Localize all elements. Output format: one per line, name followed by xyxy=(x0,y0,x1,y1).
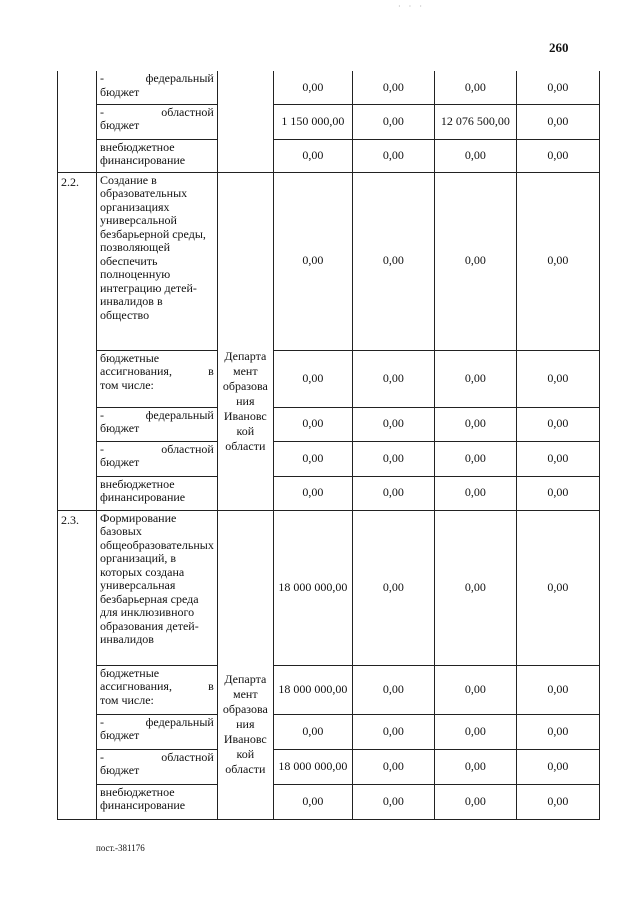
value-cell-4: 0,00 xyxy=(516,104,599,139)
value-cell-4: 0,00 xyxy=(516,510,599,665)
value-cell-1: 18 000 000,00 xyxy=(273,749,352,784)
table-row xyxy=(58,476,600,510)
row-label-word: областной xyxy=(161,749,214,764)
table-row xyxy=(58,350,600,407)
value-cell-4: 0,00 xyxy=(516,172,599,350)
value-cell-3: 0,00 xyxy=(434,476,516,510)
table-row xyxy=(58,665,600,714)
row-label-line1 xyxy=(100,443,214,457)
row-label-word: ассигнования, xyxy=(100,679,172,693)
value-cell-1: 0,00 xyxy=(273,350,352,407)
table-row xyxy=(58,71,600,104)
value-cell-1: 0,00 xyxy=(273,172,352,350)
value-cell-2: 0,00 xyxy=(352,104,434,139)
value-cell-3: 0,00 xyxy=(434,714,516,749)
budget-table-body xyxy=(58,71,600,819)
value-cell-1: 18 000 000,00 xyxy=(273,665,352,714)
value-cell-3: 0,00 xyxy=(434,407,516,441)
responsible-org xyxy=(217,71,273,172)
table-row xyxy=(58,139,600,172)
row-label-word: областной xyxy=(161,441,214,456)
value-cell-1: 18 000 000,00 xyxy=(273,510,352,665)
value-cell-1: 0,00 xyxy=(273,71,352,104)
value-cell-3: 0,00 xyxy=(434,441,516,476)
row-label-line1 xyxy=(100,409,214,423)
value-cell-2: 0,00 xyxy=(352,407,434,441)
value-cell-1: 0,00 xyxy=(273,139,352,172)
footer-code: пост.-381176 xyxy=(96,843,145,853)
item-title: Формирование базовых общеобразовательных организаций, в которых создана универсальная безбарьерная среда для инклюзивного образования детей-инвалидов xyxy=(97,510,218,665)
row-label xyxy=(97,407,218,441)
row-label xyxy=(97,104,218,139)
row-label-line3: бюджет xyxy=(100,118,140,132)
responsible-org: Департа мент образова ния Ивановс кой области xyxy=(217,510,273,819)
row-label-text: внебюджетное финансирование xyxy=(100,784,186,812)
value-cell-2: 0,00 xyxy=(352,784,434,819)
row-label-prefix: - xyxy=(100,71,104,85)
row-label xyxy=(97,749,218,784)
value-cell-2: 0,00 xyxy=(352,665,434,714)
row-label xyxy=(97,665,218,714)
value-cell-2: 0,00 xyxy=(352,71,434,104)
row-label-line3: том числе: xyxy=(100,692,154,707)
row-label-line1 xyxy=(100,716,214,730)
item-number: 2.2. xyxy=(58,172,97,510)
row-label xyxy=(97,71,218,104)
value-cell-4: 0,00 xyxy=(516,714,599,749)
value-cell-2: 0,00 xyxy=(352,510,434,665)
table-row xyxy=(58,441,600,476)
value-cell-4: 0,00 xyxy=(516,665,599,714)
value-cell-4: 0,00 xyxy=(516,784,599,819)
table-row xyxy=(58,784,600,819)
row-label xyxy=(97,441,218,476)
item-title: Создание в образовательных организациях универсальной безбарьерной среды, позволяющей обеспечить полноценную интеграцию детей-инвалидов в общество xyxy=(97,172,218,350)
row-label-word: ассигнования, xyxy=(100,364,172,378)
value-cell-1: 0,00 xyxy=(273,476,352,510)
row-label-line3: бюджет xyxy=(100,728,140,742)
responsible-org: Департа мент образова ния Ивановс кой области xyxy=(217,172,273,510)
row-label-line1: бюджетные xyxy=(100,665,160,680)
value-cell-1: 1 150 000,00 xyxy=(273,104,352,139)
value-cell-2: 0,00 xyxy=(352,350,434,407)
value-cell-4: 0,00 xyxy=(516,407,599,441)
row-label-line3: бюджет xyxy=(100,455,140,469)
row-label-word: федеральный xyxy=(145,714,214,729)
budget-table xyxy=(57,71,600,820)
row-label-prefix: - xyxy=(100,749,104,764)
value-cell-3: 12 076 500,00 xyxy=(434,104,516,139)
value-cell-3: 0,00 xyxy=(434,749,516,784)
value-cell-1: 0,00 xyxy=(273,441,352,476)
row-label-word: в xyxy=(208,679,214,693)
row-label-word: федеральный xyxy=(145,71,214,85)
page-number: 260 xyxy=(549,40,569,55)
row-label-prefix: - xyxy=(100,441,104,456)
row-label xyxy=(97,350,218,407)
value-cell-4: 0,00 xyxy=(516,71,599,104)
value-cell-4: 0,00 xyxy=(516,476,599,510)
scan-mark: · · · xyxy=(398,2,425,11)
value-cell-4: 0,00 xyxy=(516,441,599,476)
row-label-prefix: - xyxy=(100,407,104,422)
value-cell-1: 0,00 xyxy=(273,407,352,441)
value-cell-3: 0,00 xyxy=(434,350,516,407)
row-label-line3: бюджет xyxy=(100,763,140,777)
value-cell-1: 0,00 xyxy=(273,714,352,749)
row-label-word: федеральный xyxy=(145,407,214,422)
table-row xyxy=(58,104,600,139)
value-cell-2: 0,00 xyxy=(352,139,434,172)
row-label-text: внебюджетное финансирование xyxy=(100,476,186,504)
item-number xyxy=(58,71,97,172)
item-number: 2.3. xyxy=(58,510,97,819)
table-row xyxy=(58,172,600,350)
row-label xyxy=(97,784,218,819)
value-cell-3: 0,00 xyxy=(434,172,516,350)
row-label-line2 xyxy=(100,365,214,379)
value-cell-3: 0,00 xyxy=(434,139,516,172)
value-cell-2: 0,00 xyxy=(352,172,434,350)
table-row xyxy=(58,749,600,784)
row-label-prefix: - xyxy=(100,104,104,119)
row-label-line3: бюджет xyxy=(100,421,140,435)
value-cell-3: 0,00 xyxy=(434,665,516,714)
row-label xyxy=(97,139,218,172)
row-label-line3: том числе: xyxy=(100,377,154,392)
value-cell-1: 0,00 xyxy=(273,784,352,819)
value-cell-2: 0,00 xyxy=(352,749,434,784)
table-row xyxy=(58,407,600,441)
row-label xyxy=(97,476,218,510)
row-label xyxy=(97,714,218,749)
value-cell-3: 0,00 xyxy=(434,784,516,819)
row-label-line1 xyxy=(100,751,214,765)
value-cell-2: 0,00 xyxy=(352,476,434,510)
value-cell-2: 0,00 xyxy=(352,441,434,476)
row-label-word: в xyxy=(208,364,214,378)
value-cell-3: 0,00 xyxy=(434,71,516,104)
row-label-line1 xyxy=(100,72,214,86)
row-label-line2 xyxy=(100,680,214,694)
value-cell-4: 0,00 xyxy=(516,749,599,784)
row-label-word: областной xyxy=(161,104,214,119)
value-cell-4: 0,00 xyxy=(516,350,599,407)
row-label-line1: бюджетные xyxy=(100,350,160,365)
value-cell-4: 0,00 xyxy=(516,139,599,172)
table-row xyxy=(58,714,600,749)
row-label-text: внебюджетное финансирование xyxy=(100,139,186,167)
row-label-prefix: - xyxy=(100,714,104,729)
row-label-line3: бюджет xyxy=(100,84,140,99)
table-row xyxy=(58,510,600,665)
value-cell-3: 0,00 xyxy=(434,510,516,665)
row-label-line1 xyxy=(100,106,214,120)
value-cell-2: 0,00 xyxy=(352,714,434,749)
